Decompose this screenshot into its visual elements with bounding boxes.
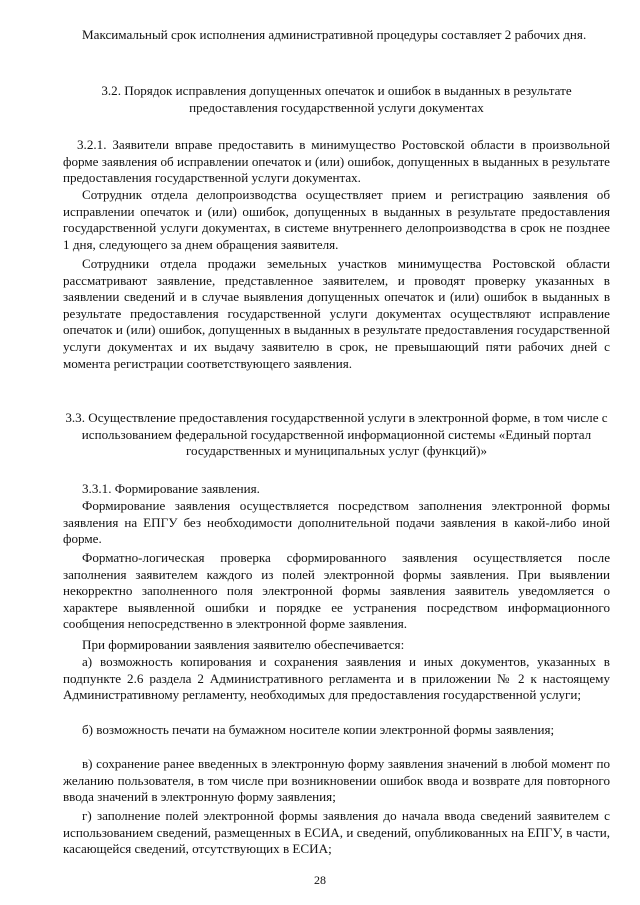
paragraph-3-3-1: 3.3.1. Формирование заявления. (82, 481, 260, 496)
clerk-paragraph: Сотрудник отдела делопроизводства осуществляет прием и регистрацию заявления об исправлении опечаток и (или) ошибок, допущенных в выданных в результате предоставления государственной услуги документах, в системе внутреннего делопроизводства в срок не позднее 1 дня, следующего за днем обращения заявителя. (63, 187, 610, 252)
paragraph-3-2-1: 3.2.1. Заявители вправе предоставить в минимущество Ростовской области в произвольной форме заявления об исправлении опечаток и (или) ошибок, допущенных в выданных в результате предоставления государственной услуги документах. (63, 137, 610, 186)
item-a-paragraph: а) возможность копирования и сохранения заявления и иных документов, указанных в подпункте 2.6 раздела 2 Административного регламента и в приложении № 2 к настоящему Административному регламенту, необходимых для предоставления государственной услуги; (63, 654, 610, 703)
section-3-3-heading: 3.3. Осуществление предоставления государственной услуги в электронной форме, в том числе с использованием федеральной государственной информационной системы «Единый портал государственных и муниципальных услуг (функций)» (65, 410, 608, 459)
format-check-paragraph: Форматно-логическая проверка сформированного заявления осуществляется после заполнения заявителем каждого из полей электронной формы заявления. При выявлении некорректно заполненного поля электронной формы заявления заявитель уведомляется о характере выявленной ошибки и порядке ее устранения посредством информационного сообщения непосредственно в электронной форме заявления. (63, 550, 610, 632)
section-3-2-heading: 3.2. Порядок исправления допущенных опечаток и ошибок в выданных в результате предоставления государственной услуги документах (101, 83, 572, 115)
item-b-paragraph: б) возможность печати на бумажном носителе копии электронной формы заявления; (82, 722, 555, 737)
sales-department-paragraph: Сотрудники отдела продажи земельных участков минимущества Ростовской области рассматривают заявление, представленное заявителем, и проводят проверку указанных в заявлении сведений и в случае выявления допущенных опечаток и (или) ошибок в выданных в результате предоставления государственной услуги документах осуществляют исправление опечаток и (или) ошибок, допущенных в выданных в результате предоставления государственной услуги документах и их выдачу заявителю в срок, не превышающий пяти рабочих дней с момента регистрации соответствующего заявления. (63, 256, 610, 371)
page-number: 28 (314, 873, 326, 887)
ensured-paragraph: При формировании заявления заявителю обеспечивается: (82, 637, 405, 652)
forming-paragraph: Формирование заявления осуществляется посредством заполнения электронной формы заявления на ЕПГУ без необходимости дополнительной подачи заявления в какой-либо иной форме. (63, 498, 610, 547)
item-g-paragraph: г) заполнение полей электронной формы заявления до начала ввода сведений заявителем с использованием сведений, размещенных в ЕСИА, и сведений, опубликованных на ЕПГУ, в части, касающейся сведений, отсутствующих в ЕСИА; (63, 808, 610, 857)
item-v-paragraph: в) сохранение ранее введенных в электронную форму заявления значений в любой момент по желанию пользователя, в том числе при возникновении ошибок ввода и возврате для повторного ввода значений в электронную форму заявления; (63, 756, 610, 805)
max-term-paragraph: Максимальный срок исполнения административной процедуры составляет 2 рабочих дня. (82, 27, 587, 42)
